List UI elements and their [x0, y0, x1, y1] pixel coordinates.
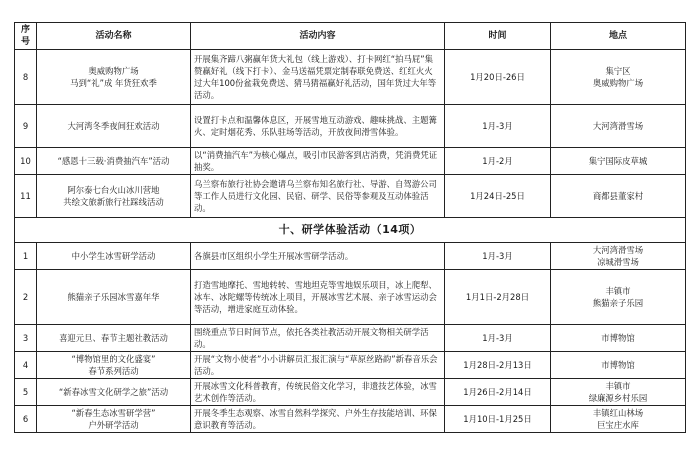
section-row — [15, 218, 686, 243]
activity-content: 开展“文物小使者”小小讲解员汇报汇演与“草原丝路韵”新春音乐会活动。 — [191, 352, 445, 379]
table-row — [15, 352, 686, 379]
activity-time: 1月-3月 — [445, 325, 551, 352]
row-number: 1 — [15, 243, 37, 270]
activity-table-sheet — [14, 22, 685, 433]
activity-table — [14, 22, 686, 433]
activity-content: 开展冬季生态观察、冰雪自然科学探究、户外生存技能培训、环保意识教育等活动。 — [191, 406, 445, 433]
row-number: 4 — [15, 352, 37, 379]
table-row — [15, 325, 686, 352]
activity-time: 1月1日-2月28日 — [445, 270, 551, 325]
activity-content: 围绕重点节日时间节点，依托各类社教活动开展文物相关研学活动。 — [191, 325, 445, 352]
activity-content: 开展冰雪文化科普教育，传统民俗文化学习，非遗技艺体验，冰雪艺术创作等活动。 — [191, 379, 445, 406]
table-row — [15, 105, 686, 148]
activity-name: 大河湾冬季夜间狂欢活动 — [37, 105, 191, 148]
header-time: 时间 — [445, 23, 551, 50]
header-row — [15, 23, 686, 50]
header-content: 活动内容 — [191, 23, 445, 50]
activity-name: “感恩十三载·消费抽汽车”活动 — [37, 148, 191, 175]
activity-place: 集宁区 奥威购物广场 — [551, 50, 686, 105]
activity-place: 丰镇市 熊猫亲子乐园 — [551, 270, 686, 325]
activity-name: “新春生态冰雪研学营” 户外研学活动 — [37, 406, 191, 433]
activity-name: 中小学生冰雪研学活动 — [37, 243, 191, 270]
activity-place: 集宁国际皮草城 — [551, 148, 686, 175]
activity-content: 打造雪地摩托、雪地转转、雪地坦克等雪地娱乐项目，冰上爬犁、冰车、冰陀螺等传统冰上项目，开展冰雪艺术展、亲子冰雪运动会等活动，增进家庭互动体验。 — [191, 270, 445, 325]
table-row — [15, 406, 686, 433]
activity-time: 1月10日-1月25日 — [445, 406, 551, 433]
activity-name: 熊猫亲子乐园冰雪嘉年华 — [37, 270, 191, 325]
activity-place: 丰镇红山林场 巨宝庄水库 — [551, 406, 686, 433]
activity-time: 1月24日-25日 — [445, 175, 551, 218]
row-number: 6 — [15, 406, 37, 433]
activity-content: 各旗县市区组织小学生开展冰雪研学活动。 — [191, 243, 445, 270]
row-number: 8 — [15, 50, 37, 105]
header-no: 序号 — [15, 23, 37, 50]
activity-place: 丰镇市 绿廉源乡村乐园 — [551, 379, 686, 406]
activity-name: 奥威购物广场 马到“礼”成 年货狂欢季 — [37, 50, 191, 105]
activity-time: 1月20日-26日 — [445, 50, 551, 105]
table-row — [15, 243, 686, 270]
activity-place: 市博物馆 — [551, 325, 686, 352]
activity-time: 1月-3月 — [445, 105, 551, 148]
activity-place: 大河湾滑雪场 — [551, 105, 686, 148]
activity-place: 商都县董家村 — [551, 175, 686, 218]
header-place: 地点 — [551, 23, 686, 50]
activity-content: 设置打卡点和温馨体息区，开展雪地互动游戏、趣味挑战、主题篝火、定时烟花秀、乐队驻场等活动，开放夜间滑雪体验。 — [191, 105, 445, 148]
row-number: 9 — [15, 105, 37, 148]
row-number: 2 — [15, 270, 37, 325]
table-row — [15, 379, 686, 406]
activity-place: 市博物馆 — [551, 352, 686, 379]
activity-time: 1月28日-2月13日 — [445, 352, 551, 379]
activity-name: 喜迎元旦、春节主题社教活动 — [37, 325, 191, 352]
section-title: 十、研学体验活动（14项） — [15, 218, 686, 243]
table-row — [15, 50, 686, 105]
activity-content: 开展集齐蹄八粥赢年货大礼包（线上游戏）、打卡网红“拍马屁”集赞赢好礼（线下打卡）、金马送福凭票定制春联免费送、红红火火过大年100份盆栽免费送、猜马猜福赢好礼活动，国年货过大年等活动。 — [191, 50, 445, 105]
activity-time: 1月26日-2月14日 — [445, 379, 551, 406]
activity-content: 乌兰察布旅行社协会邀请乌兰察布知名旅行社、导游、自驾游公司等工作人员进行文化园、民宿、研学、民俗等参观及互动体验活动。 — [191, 175, 445, 218]
table-row — [15, 270, 686, 325]
row-number: 11 — [15, 175, 37, 218]
activity-name: “新春冰雪文化研学之旅”活动 — [37, 379, 191, 406]
row-number: 3 — [15, 325, 37, 352]
row-number: 5 — [15, 379, 37, 406]
table-row — [15, 175, 686, 218]
activity-name: “博物馆里的文化盛宴” 春节系列活动 — [37, 352, 191, 379]
header-name: 活动名称 — [37, 23, 191, 50]
activity-time: 1月-2月 — [445, 148, 551, 175]
activity-content: 以“消费抽汽车”为核心爆点，吸引市民游客到店消费，凭消费凭证抽奖。 — [191, 148, 445, 175]
row-number: 10 — [15, 148, 37, 175]
activity-place: 大河湾滑雪场 凉城滑雪场 — [551, 243, 686, 270]
table-row — [15, 148, 686, 175]
activity-time: 1月-3月 — [445, 243, 551, 270]
activity-name: 阿尔泰七台火山冰川营地 共绘文旅新旅行社踩线活动 — [37, 175, 191, 218]
